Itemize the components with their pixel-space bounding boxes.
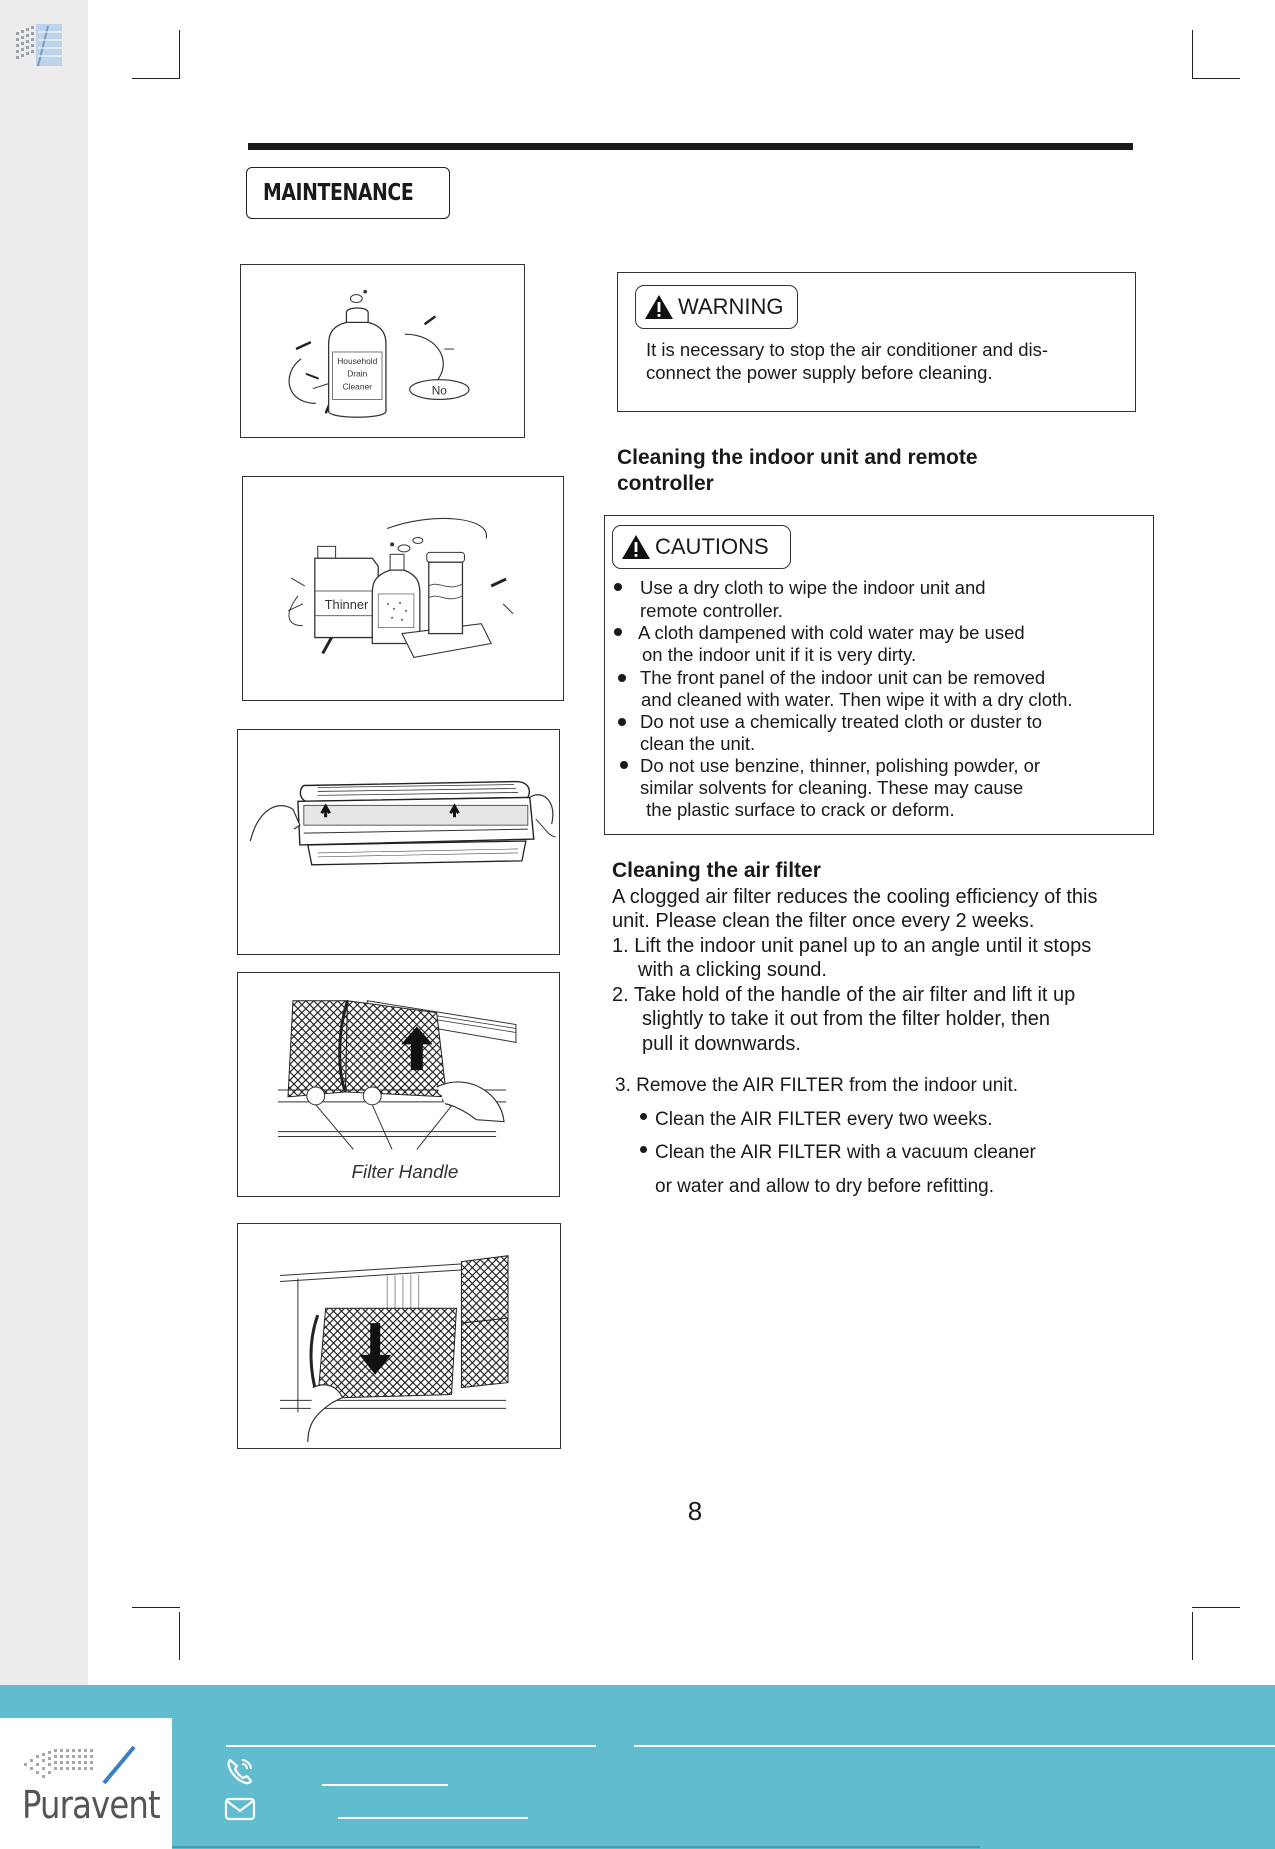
- warning-label: WARNING: [678, 294, 784, 319]
- footer-line: [634, 1745, 1275, 1747]
- figure-filter-handle: [237, 972, 560, 1197]
- drain-cleaner-no: No: [431, 383, 447, 398]
- bullet-dot: [640, 1146, 647, 1153]
- brand-name: Puravent: [22, 1783, 160, 1827]
- section-title-box: [246, 167, 450, 219]
- bullet-dot: [618, 674, 626, 682]
- air-filter-line: pull it downwards.: [642, 1033, 801, 1055]
- bullet-dot: [614, 583, 622, 591]
- thinner-illustration: [243, 477, 563, 700]
- caution-item-5-line-3: the plastic surface to crack or deform.: [641, 799, 955, 820]
- air-filter-line: 1. Lift the indoor unit panel up to an angle until it stops: [612, 935, 1092, 957]
- air-filter-line: A clogged air filter reduces the cooling efficiency of this: [612, 886, 1098, 908]
- crop-mark-br-h: [1192, 1607, 1240, 1608]
- drain-cleaner-illustration: [241, 265, 524, 437]
- caution-item-5-line-1: Do not use benzine, thinner, polishing powder, or: [640, 755, 1041, 776]
- figure-thinner-solvents: [242, 476, 564, 701]
- page-number: 8: [687, 1496, 703, 1526]
- warning-line: It is necessary to stop the air conditioner and dis-: [646, 339, 1049, 360]
- crop-mark-bl-v: [179, 1612, 180, 1660]
- indoor-cleaning-heading: [617, 445, 1067, 497]
- heading-line: Cleaning the indoor unit and remote: [617, 446, 978, 469]
- drain-cleaner-line-1: Household: [337, 355, 378, 366]
- bullet-dot: [618, 718, 626, 726]
- cautions-label: CAUTIONS: [655, 534, 769, 559]
- warning-text: [646, 338, 1126, 384]
- air-filter-line: unit. Please clean the filter once every 2 weeks.: [612, 910, 1035, 932]
- heading-line: controller: [617, 472, 714, 495]
- warning-label-pill: [635, 285, 798, 329]
- crop-mark-br-v: [1192, 1612, 1193, 1660]
- footer-line: [338, 1817, 528, 1819]
- caution-item-5-line-2: similar solvents for cleaning. These may cause: [640, 777, 1024, 798]
- air-filter-step-3-tail: or water and allow to dry before refitting.: [655, 1176, 995, 1197]
- warning-triangle-icon: [644, 294, 674, 320]
- air-filter-line: slightly to take it out from the filter holder, then: [642, 1008, 1050, 1030]
- footer-band: [0, 1685, 1275, 1849]
- drain-cleaner-line-3: Cleaner: [342, 381, 372, 392]
- mail-icon: [224, 1796, 256, 1822]
- crop-mark-tr-h: [1192, 78, 1240, 79]
- air-filter-line: with a clicking sound.: [638, 959, 827, 981]
- corner-logo-mark: [14, 22, 64, 70]
- crop-mark-bl-h: [132, 1607, 180, 1608]
- crop-mark-tl-h: [132, 78, 180, 79]
- left-margin-strip: [0, 0, 88, 1685]
- caution-item-3-line-2: and cleaned with water. Then wipe it with a dry cloth.: [641, 689, 1073, 710]
- cautions-label-pill: [612, 525, 791, 569]
- caution-item-1-line-1: Use a dry cloth to wipe the indoor unit and: [640, 577, 986, 598]
- bullet-dot: [620, 761, 628, 769]
- air-filter-line: 2. Take hold of the handle of the air filter and lift it up: [612, 984, 1076, 1006]
- air-filter-heading: Cleaning the air filter: [612, 859, 821, 882]
- brand-logo-dots-icon: [22, 1745, 152, 1785]
- caution-item-2-line-1: A cloth dampened with cold water may be used: [638, 622, 1025, 643]
- phone-icon: [224, 1756, 256, 1788]
- drain-cleaner-line-2: Drain: [347, 368, 368, 379]
- caution-item-3-line-1: The front panel of the indoor unit can be removed: [640, 667, 1046, 688]
- figure-drain-cleaner: [240, 264, 525, 438]
- warning-line: connect the power supply before cleaning.: [646, 362, 993, 383]
- footer-line: [172, 1846, 980, 1848]
- thinner-label: Thinner: [324, 596, 369, 612]
- air-filter-step-3-bullet-2: Clean the AIR FILTER with a vacuum cleaner: [655, 1142, 1036, 1163]
- air-filter-step-3: 3. Remove the AIR FILTER from the indoor unit.: [615, 1075, 1019, 1096]
- header-rule: [248, 143, 1133, 150]
- section-title: MAINTENANCE: [263, 180, 414, 206]
- pull-filter-illustration: [238, 1224, 560, 1448]
- figure-lift-panel: [237, 729, 560, 955]
- caution-item-4-line-2: clean the unit.: [640, 733, 756, 754]
- bullet-dot: [640, 1113, 647, 1120]
- lift-panel-illustration: [238, 730, 559, 954]
- footer-line: [322, 1784, 448, 1786]
- footer-line: [226, 1745, 596, 1747]
- figure-pull-filter: [237, 1223, 561, 1449]
- caution-item-4-line-1: Do not use a chemically treated cloth or duster to: [640, 711, 1043, 732]
- caution-item-1-line-2: remote controller.: [640, 600, 783, 621]
- air-filter-step-3-bullet-1: Clean the AIR FILTER every two weeks.: [655, 1109, 993, 1130]
- crop-mark-tr-v: [1192, 30, 1193, 78]
- caution-triangle-icon: [621, 534, 651, 560]
- filter-handle-caption: Filter Handle: [351, 1161, 459, 1183]
- caution-item-2-line-2: on the indoor unit if it is very dirty.: [642, 644, 917, 665]
- bullet-dot: [614, 628, 622, 636]
- crop-mark-tl-v: [179, 30, 180, 78]
- filter-handle-illustration: [238, 973, 559, 1196]
